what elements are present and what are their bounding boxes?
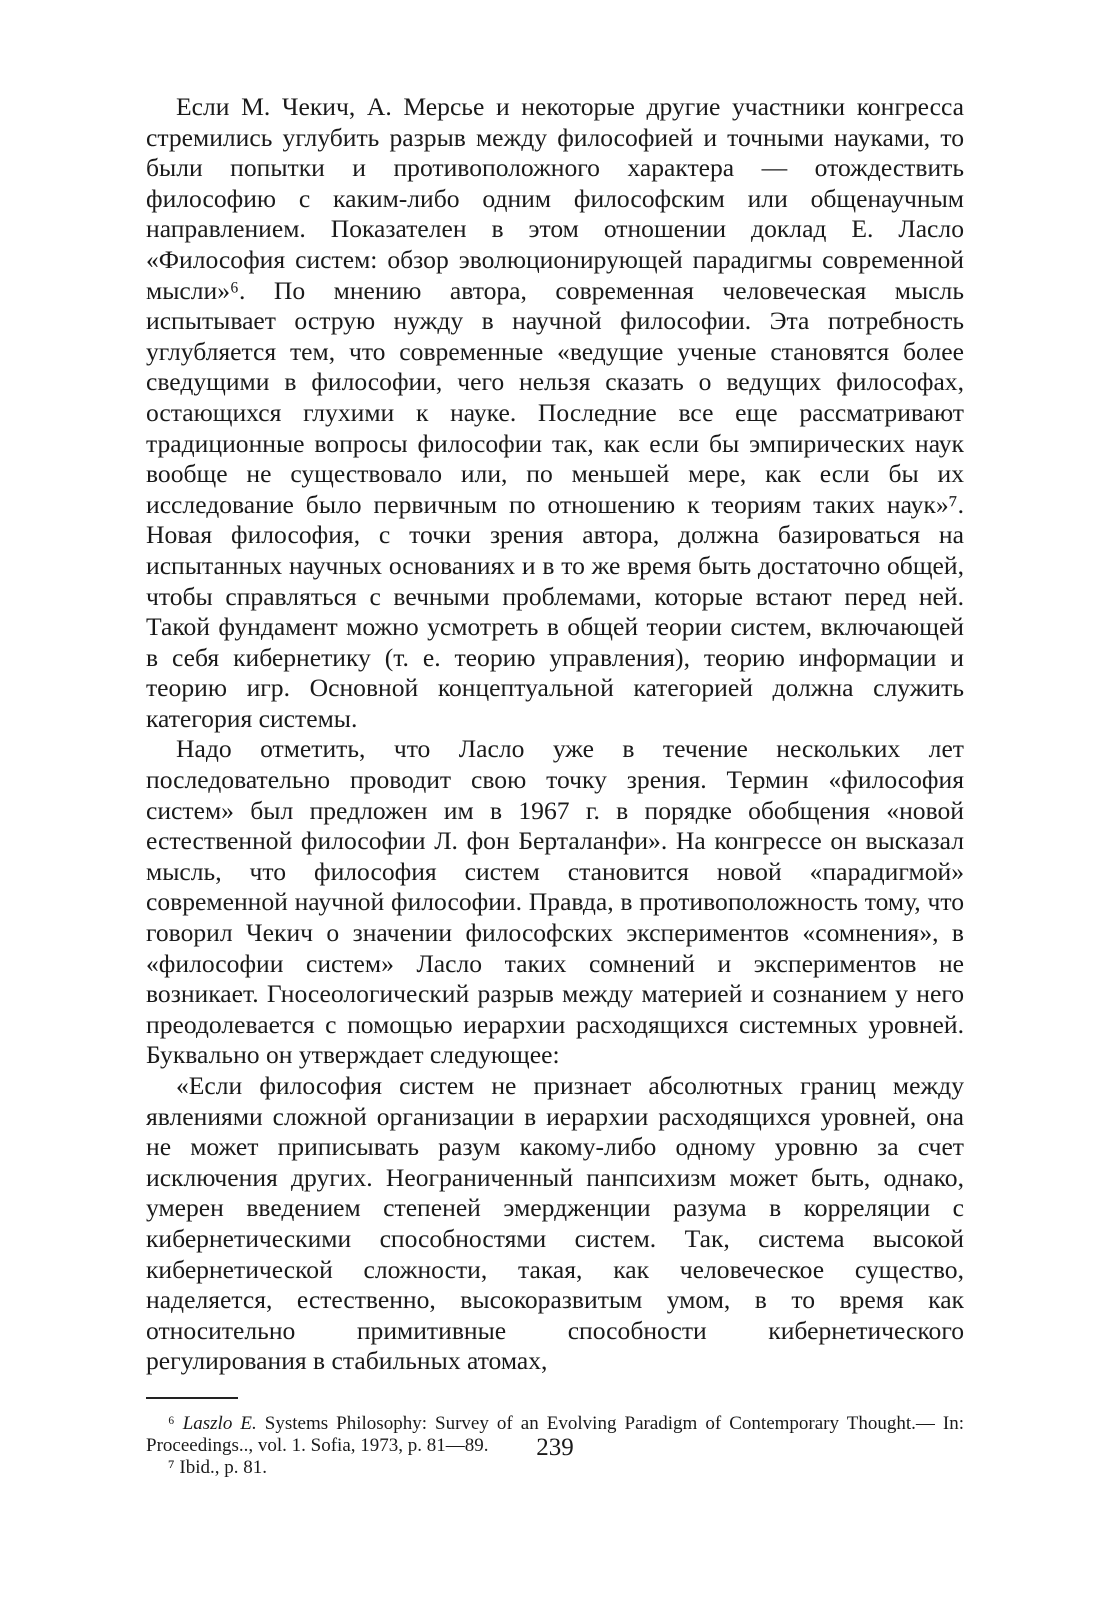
footnote-divider bbox=[146, 1397, 238, 1399]
footnote-mark: ⁶ bbox=[168, 1412, 175, 1434]
paragraph-2: Надо отметить, что Ласло уже в течение нескольких лет последовательно проводит свою точку зрения. Термин «философия систем» был предложен им в 1967 г. в порядке обобщения «новой естественной философии Л. фон Берталанфи». На конгрессе он высказал мысль, что философия систем становится новой «парадигмой» современной научной философии. Правда, в противоположность тому, что говорил Чекич о значении философских экспериментов «сомнения», в «философии систем» Ласло таких сомнений и экспериментов не возникает. Гносеологический разрыв между материей и сознанием у него преодолевается с помощью иерархии расходящихся системных уровней. Буквально он утверждает следующее: bbox=[146, 734, 964, 1070]
footnote-mark: ⁷ bbox=[168, 1456, 175, 1478]
footnote-text: Systems Philosophy: Survey of an Evolving Paradigm of Contemporary Thought.— In: Proceedings.., vol. 1. Sofia, 1973, p. 81—89. bbox=[146, 1412, 965, 1456]
paragraph-quote: «Если философия систем не признает абсолютных границ между явлениями сложной организации в иерархии расходящихся уровней, она не может приписывать разум какому-либо одному уровню за счет исключения других. Неограниченный панпсихизм может быть, однако, умерен введением степеней эмердженции разума в корреляции с кибернетическими способностями систем. Так, система высокой кибернетической сложности, такая, как человеческое существо, наделяется, естественно, высокоразвитым умом, в то время как относительно примитивные способности кибернетического регулирования в стабильных атомах, bbox=[146, 1071, 964, 1376]
paragraph-1: Если М. Чекич, А. Мерсье и некоторые другие участники конгресса стремились углубить разрыв между философией и точными науками, то были попытки и противоположного характера — отождествить философию с каким-либо одним философским или общенаучным направлением. Показателен в этом отношении доклад Е. Ласло «Философия систем: обзор эволюционирующей парадигмы современной мысли»⁶. По мнению автора, современная человеческая мысль испытывает острую нужду в научной философии. Эта потребность углубляется тем, что современные «ведущие ученые становятся более сведущими в философии, чего нельзя сказать о ведущих философах, остающихся глухими к науке. Последние все еще рассматривают традиционные вопросы философии так, как если бы эмпирических наук вообще не существовало или, по меньшей мере, как если бы их исследование было первичным по отношению к теориям таких наук»⁷. Новая философия, с точки зрения автора, должна базироваться на испытанных научных основаниях и в то же время быть достаточно общей, чтобы справляться с вечными проблемами, которые встают перед ней. Такой фундамент можно усмотреть в общей теории систем, включающей в себя кибернетику (т. е. теорию управления), теорию информации и теорию игр. Основной концептуальной категорией должна служить категория системы. bbox=[146, 92, 964, 733]
book-page bbox=[146, 92, 964, 1562]
footnote-text: Ibid., p. 81. bbox=[174, 1456, 267, 1478]
footnote-author: Laszlo E. bbox=[182, 1412, 257, 1434]
page-number: 239 bbox=[536, 1434, 574, 1461]
